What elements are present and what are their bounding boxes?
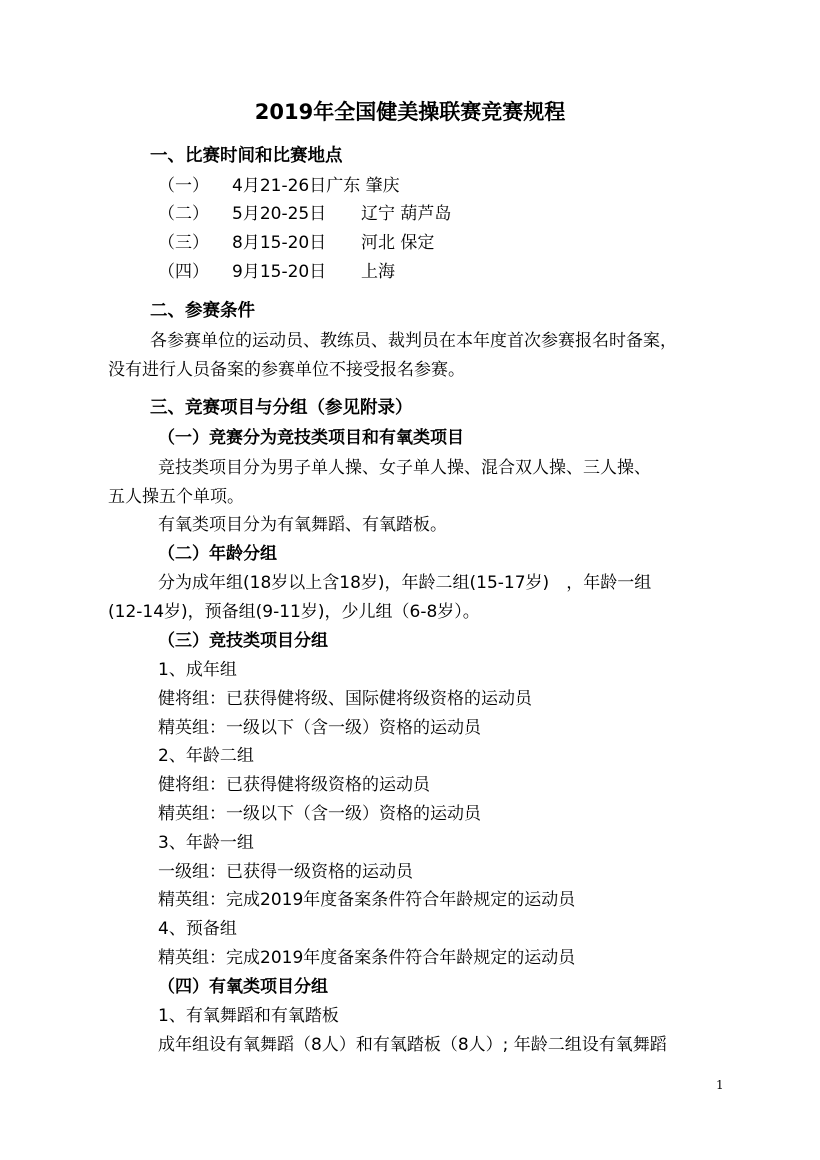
list-item: 精英组：完成2019年度备案条件符合年龄规定的运动员 — [158, 948, 576, 968]
list-item: 健将组：已获得健将级、国际健将级资格的运动员 — [158, 689, 532, 709]
paragraph-line: 分为成年组(18岁以上含18岁)，年龄二组(15-17岁) ，年龄一组 — [158, 573, 652, 593]
page-number: 1 — [716, 1078, 724, 1092]
section-heading-events: 三、竞赛项目与分组（参见附录） — [150, 398, 413, 418]
schedule-num: （二） — [158, 204, 209, 224]
schedule-num: （四） — [158, 262, 209, 282]
schedule-date: 9月15-20日 — [232, 262, 327, 282]
paragraph-line: 成年组设有氧舞蹈（8人）和有氧踏板（8人）; 年龄二组设有氧舞蹈 — [158, 1035, 667, 1055]
list-item: 精英组：一级以下（含一级）资格的运动员 — [158, 804, 481, 824]
list-item: 3、年龄一组 — [158, 833, 254, 853]
schedule-num: （一） — [158, 176, 209, 196]
schedule-place: 辽宁 葫芦岛 — [361, 204, 452, 224]
list-item: 一级组：已获得一级资格的运动员 — [158, 862, 413, 882]
paragraph-line: 五人操五个单项。 — [108, 487, 244, 507]
paragraph-line: (12-14岁)，预备组(9-11岁)，少儿组（6-8岁）。 — [108, 602, 480, 622]
subheading-event-types: （一）竞赛分为竞技类项目和有氧类项目 — [158, 428, 464, 448]
eligibility-para-line: 没有进行人员备案的参赛单位不接受报名参赛。 — [108, 360, 465, 380]
schedule-date: 4月21-26日广东 肇庆 — [232, 176, 400, 196]
schedule-place: 上海 — [361, 262, 395, 282]
list-item: 4、预备组 — [158, 919, 237, 939]
list-item: 精英组：完成2019年度备案条件符合年龄规定的运动员 — [158, 890, 576, 910]
section-heading-time-place: 一、比赛时间和比赛地点 — [150, 146, 343, 166]
list-item: 1、成年组 — [158, 660, 237, 680]
list-item: 健将组：已获得健将级资格的运动员 — [158, 775, 430, 795]
list-item: 1、有氧舞蹈和有氧踏板 — [158, 1006, 339, 1026]
section-heading-eligibility: 二、参赛条件 — [150, 301, 255, 321]
document-title: 2019年全国健美操联赛竞赛规程 — [254, 100, 566, 124]
eligibility-para-line: 各参赛单位的运动员、教练员、裁判员在本年度首次参赛报名时备案， — [150, 331, 677, 351]
paragraph-line: 有氧类项目分为有氧舞蹈、有氧踏板。 — [158, 515, 447, 535]
schedule-date: 8月15-20日 — [232, 233, 327, 253]
paragraph-line: 竞技类项目分为男子单人操、女子单人操、混合双人操、三人操、 — [158, 458, 651, 478]
schedule-place: 河北 保定 — [361, 233, 435, 253]
list-item: 精英组：一级以下（含一级）资格的运动员 — [158, 718, 481, 738]
schedule-date: 5月20-25日 — [232, 204, 327, 224]
subheading-competitive-groups: （三）竞技类项目分组 — [158, 631, 328, 651]
schedule-num: （三） — [158, 233, 209, 253]
subheading-age-groups: （二）年龄分组 — [158, 544, 277, 564]
subheading-aerobic-groups: （四）有氧类项目分组 — [158, 977, 328, 997]
list-item: 2、年龄二组 — [158, 746, 254, 766]
